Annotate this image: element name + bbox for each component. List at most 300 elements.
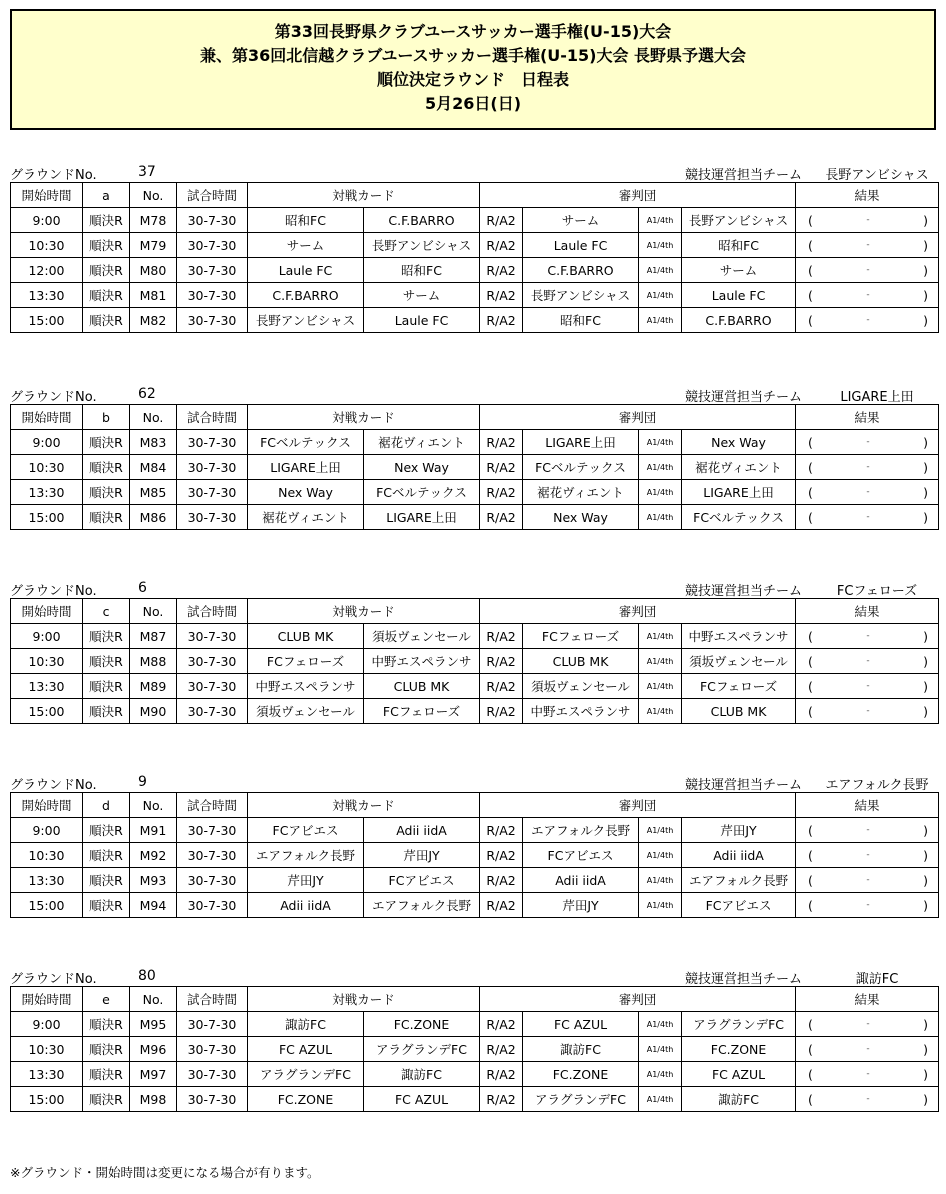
away-team: 須坂ヴェンセール bbox=[364, 624, 480, 649]
result-cell bbox=[796, 1062, 939, 1087]
round-label: 順決R bbox=[83, 674, 130, 699]
away-team: C.F.BARRO bbox=[364, 208, 480, 233]
result-cell bbox=[796, 208, 939, 233]
ref-role-label: R/A2 bbox=[480, 1062, 523, 1087]
away-team: 芹田JY bbox=[364, 843, 480, 868]
result-dash: - bbox=[866, 240, 870, 250]
match-no: M91 bbox=[130, 818, 177, 843]
ground-label: グラウンドNo. bbox=[10, 168, 97, 183]
home-team: Nex Way bbox=[248, 480, 364, 505]
round-label: 順決R bbox=[83, 1087, 130, 1112]
header-no: No. bbox=[130, 599, 177, 624]
a4-role-label: A1/4th bbox=[639, 308, 682, 333]
round-label: 順決R bbox=[83, 233, 130, 258]
result-dash: - bbox=[866, 437, 870, 447]
home-team: Laule FC bbox=[248, 258, 364, 283]
a4-role-label: A1/4th bbox=[639, 430, 682, 455]
table-header-row bbox=[11, 793, 939, 818]
home-team: FC AZUL bbox=[248, 1037, 364, 1062]
away-team: CLUB MK bbox=[364, 674, 480, 699]
round-label: 順決R bbox=[83, 1037, 130, 1062]
match-no: M94 bbox=[130, 893, 177, 918]
ref-role-label: R/A2 bbox=[480, 649, 523, 674]
schedule-section bbox=[10, 770, 942, 918]
a4-team: エアフォルク長野 bbox=[682, 868, 796, 893]
away-team: 中野エスペランサ bbox=[364, 649, 480, 674]
header-no: No. bbox=[130, 405, 177, 430]
section-header bbox=[10, 770, 942, 792]
match-duration: 30-7-30 bbox=[177, 624, 248, 649]
round-label: 順決R bbox=[83, 283, 130, 308]
table-row bbox=[11, 699, 939, 724]
away-team: LIGARE上田 bbox=[364, 505, 480, 530]
result-cell bbox=[796, 455, 939, 480]
ref-role-label: R/A2 bbox=[480, 208, 523, 233]
header-referee: 審判団 bbox=[480, 405, 796, 430]
result-open: ( bbox=[808, 287, 813, 303]
header-card: 対戦カード bbox=[248, 793, 480, 818]
table-row bbox=[11, 624, 939, 649]
ground-label: グラウンドNo. bbox=[10, 972, 97, 987]
ref-role-label: R/A2 bbox=[480, 843, 523, 868]
referee-team: FCフェローズ bbox=[523, 624, 639, 649]
a4-team: LIGARE上田 bbox=[682, 480, 796, 505]
result-open: ( bbox=[808, 1041, 813, 1057]
result-open: ( bbox=[808, 872, 813, 888]
home-team: Adii iidA bbox=[248, 893, 364, 918]
a4-team: 中野エスペランサ bbox=[682, 624, 796, 649]
a4-role-label: A1/4th bbox=[639, 208, 682, 233]
match-no: M90 bbox=[130, 699, 177, 724]
manager-team: 諏訪FC bbox=[855, 972, 899, 987]
schedule-table bbox=[10, 986, 939, 1112]
schedule-section bbox=[10, 964, 942, 1112]
a4-role-label: A1/4th bbox=[639, 649, 682, 674]
header-card: 対戦カード bbox=[248, 405, 480, 430]
match-no: M83 bbox=[130, 430, 177, 455]
referee-team: FC.ZONE bbox=[523, 1062, 639, 1087]
match-duration: 30-7-30 bbox=[177, 208, 248, 233]
start-time: 15:00 bbox=[11, 1087, 83, 1112]
match-duration: 30-7-30 bbox=[177, 843, 248, 868]
result-close: ) bbox=[923, 287, 929, 303]
start-time: 13:30 bbox=[11, 674, 83, 699]
ground-number: 37 bbox=[138, 164, 156, 180]
home-team: FCフェローズ bbox=[248, 649, 364, 674]
a4-role-label: A1/4th bbox=[639, 233, 682, 258]
manager-label: 競技運営担当チーム bbox=[685, 168, 803, 183]
referee-team: 長野アンビシャス bbox=[523, 283, 639, 308]
start-time: 13:30 bbox=[11, 283, 83, 308]
result-cell bbox=[796, 624, 939, 649]
referee-team: 中野エスペランサ bbox=[523, 699, 639, 724]
header-card: 対戦カード bbox=[248, 183, 480, 208]
header-match-time: 試合時間 bbox=[177, 793, 248, 818]
table-header-row bbox=[11, 183, 939, 208]
a4-role-label: A1/4th bbox=[639, 868, 682, 893]
header-group: d bbox=[83, 793, 130, 818]
schedule-table bbox=[10, 598, 939, 724]
referee-team: 裾花ヴィエント bbox=[523, 480, 639, 505]
header-match-time: 試合時間 bbox=[177, 405, 248, 430]
start-time: 12:00 bbox=[11, 258, 83, 283]
result-close: ) bbox=[923, 1016, 929, 1032]
away-team: エアフォルク長野 bbox=[364, 893, 480, 918]
ref-role-label: R/A2 bbox=[480, 233, 523, 258]
a4-team: FC.ZONE bbox=[682, 1037, 796, 1062]
match-no: M98 bbox=[130, 1087, 177, 1112]
match-no: M89 bbox=[130, 674, 177, 699]
footnote: ※グラウンド・開始時間は変更になる場合が有ります。 bbox=[10, 1165, 320, 1180]
match-duration: 30-7-30 bbox=[177, 649, 248, 674]
start-time: 10:30 bbox=[11, 233, 83, 258]
ground-number: 80 bbox=[138, 968, 156, 984]
referee-team: Adii iidA bbox=[523, 868, 639, 893]
round-label: 順決R bbox=[83, 649, 130, 674]
round-label: 順決R bbox=[83, 208, 130, 233]
start-time: 10:30 bbox=[11, 649, 83, 674]
result-open: ( bbox=[808, 703, 813, 719]
home-team: LIGARE上田 bbox=[248, 455, 364, 480]
manager-label: 競技運営担当チーム bbox=[685, 390, 803, 405]
referee-team: 芹田JY bbox=[523, 893, 639, 918]
a4-team: Nex Way bbox=[682, 430, 796, 455]
result-dash: - bbox=[866, 1094, 870, 1104]
schedule-table bbox=[10, 182, 939, 333]
home-team: FC.ZONE bbox=[248, 1087, 364, 1112]
header-start-time: 開始時間 bbox=[11, 793, 83, 818]
referee-team: 諏訪FC bbox=[523, 1037, 639, 1062]
result-cell bbox=[796, 233, 939, 258]
result-open: ( bbox=[808, 237, 813, 253]
ref-role-label: R/A2 bbox=[480, 868, 523, 893]
table-row bbox=[11, 1037, 939, 1062]
manager-team: エアフォルク長野 bbox=[825, 778, 929, 793]
ground-label: グラウンドNo. bbox=[10, 390, 97, 405]
home-team: FCアビエス bbox=[248, 818, 364, 843]
referee-team: エアフォルク長野 bbox=[523, 818, 639, 843]
a4-role-label: A1/4th bbox=[639, 480, 682, 505]
match-no: M96 bbox=[130, 1037, 177, 1062]
start-time: 10:30 bbox=[11, 1037, 83, 1062]
ground-number: 9 bbox=[138, 774, 147, 790]
result-open: ( bbox=[808, 628, 813, 644]
header-result: 結果 bbox=[796, 183, 939, 208]
away-team: FC.ZONE bbox=[364, 1012, 480, 1037]
start-time: 15:00 bbox=[11, 308, 83, 333]
match-duration: 30-7-30 bbox=[177, 1062, 248, 1087]
section-header bbox=[10, 382, 942, 404]
match-no: M80 bbox=[130, 258, 177, 283]
schedule-section bbox=[10, 576, 942, 724]
ref-role-label: R/A2 bbox=[480, 505, 523, 530]
a4-team: CLUB MK bbox=[682, 699, 796, 724]
round-label: 順決R bbox=[83, 818, 130, 843]
round-label: 順決R bbox=[83, 624, 130, 649]
header-group: c bbox=[83, 599, 130, 624]
ref-role-label: R/A2 bbox=[480, 1037, 523, 1062]
table-header-row bbox=[11, 599, 939, 624]
referee-team: 須坂ヴェンセール bbox=[523, 674, 639, 699]
referee-team: アラグランデFC bbox=[523, 1087, 639, 1112]
round-label: 順決R bbox=[83, 308, 130, 333]
referee-team: 昭和FC bbox=[523, 308, 639, 333]
manager-team: 長野アンビシャス bbox=[825, 168, 929, 183]
result-close: ) bbox=[923, 628, 929, 644]
result-cell bbox=[796, 699, 939, 724]
result-dash: - bbox=[866, 265, 870, 275]
match-duration: 30-7-30 bbox=[177, 308, 248, 333]
result-dash: - bbox=[866, 1019, 870, 1029]
a4-team: 裾花ヴィエント bbox=[682, 455, 796, 480]
result-open: ( bbox=[808, 459, 813, 475]
result-cell bbox=[796, 505, 939, 530]
a4-role-label: A1/4th bbox=[639, 818, 682, 843]
section-header bbox=[10, 160, 942, 182]
a4-team: FCアビエス bbox=[682, 893, 796, 918]
table-header-row bbox=[11, 405, 939, 430]
start-time: 9:00 bbox=[11, 818, 83, 843]
match-no: M78 bbox=[130, 208, 177, 233]
match-no: M84 bbox=[130, 455, 177, 480]
header-start-time: 開始時間 bbox=[11, 405, 83, 430]
result-open: ( bbox=[808, 822, 813, 838]
a4-team: アラグランデFC bbox=[682, 1012, 796, 1037]
match-no: M81 bbox=[130, 283, 177, 308]
referee-team: サーム bbox=[523, 208, 639, 233]
result-cell bbox=[796, 893, 939, 918]
result-close: ) bbox=[923, 312, 929, 328]
title-line: 第33回長野県クラブユースサッカー選手権(U-15)大会 bbox=[274, 22, 672, 41]
result-open: ( bbox=[808, 1066, 813, 1082]
round-label: 順決R bbox=[83, 699, 130, 724]
match-duration: 30-7-30 bbox=[177, 505, 248, 530]
table-row bbox=[11, 674, 939, 699]
table-row bbox=[11, 868, 939, 893]
table-row bbox=[11, 649, 939, 674]
home-team: 諏訪FC bbox=[248, 1012, 364, 1037]
result-open: ( bbox=[808, 678, 813, 694]
start-time: 10:30 bbox=[11, 843, 83, 868]
result-cell bbox=[796, 1012, 939, 1037]
ref-role-label: R/A2 bbox=[480, 480, 523, 505]
table-row bbox=[11, 233, 939, 258]
a4-team: 昭和FC bbox=[682, 233, 796, 258]
result-dash: - bbox=[866, 315, 870, 325]
match-duration: 30-7-30 bbox=[177, 868, 248, 893]
match-no: M88 bbox=[130, 649, 177, 674]
header-start-time: 開始時間 bbox=[11, 599, 83, 624]
result-dash: - bbox=[866, 900, 870, 910]
away-team: 裾花ヴィエント bbox=[364, 430, 480, 455]
away-team: 諏訪FC bbox=[364, 1062, 480, 1087]
result-cell bbox=[796, 1037, 939, 1062]
match-duration: 30-7-30 bbox=[177, 283, 248, 308]
round-label: 順決R bbox=[83, 258, 130, 283]
header-start-time: 開始時間 bbox=[11, 183, 83, 208]
away-team: 長野アンビシャス bbox=[364, 233, 480, 258]
header-start-time: 開始時間 bbox=[11, 987, 83, 1012]
result-dash: - bbox=[866, 875, 870, 885]
schedule-section bbox=[10, 160, 942, 333]
away-team: FCベルテックス bbox=[364, 480, 480, 505]
round-label: 順決R bbox=[83, 430, 130, 455]
start-time: 9:00 bbox=[11, 430, 83, 455]
a4-role-label: A1/4th bbox=[639, 1037, 682, 1062]
home-team: FCベルテックス bbox=[248, 430, 364, 455]
table-row bbox=[11, 208, 939, 233]
header-card: 対戦カード bbox=[248, 599, 480, 624]
match-no: M82 bbox=[130, 308, 177, 333]
match-no: M97 bbox=[130, 1062, 177, 1087]
home-team: 須坂ヴェンセール bbox=[248, 699, 364, 724]
result-dash: - bbox=[866, 487, 870, 497]
result-dash: - bbox=[866, 681, 870, 691]
round-label: 順決R bbox=[83, 455, 130, 480]
header-group: e bbox=[83, 987, 130, 1012]
section-header bbox=[10, 964, 942, 986]
away-team: Laule FC bbox=[364, 308, 480, 333]
header-card: 対戦カード bbox=[248, 987, 480, 1012]
result-close: ) bbox=[923, 897, 929, 913]
ground-label: グラウンドNo. bbox=[10, 584, 97, 599]
home-team: エアフォルク長野 bbox=[248, 843, 364, 868]
table-header-row bbox=[11, 987, 939, 1012]
match-no: M85 bbox=[130, 480, 177, 505]
a4-team: 長野アンビシャス bbox=[682, 208, 796, 233]
home-team: 昭和FC bbox=[248, 208, 364, 233]
a4-role-label: A1/4th bbox=[639, 283, 682, 308]
away-team: アラグランデFC bbox=[364, 1037, 480, 1062]
start-time: 9:00 bbox=[11, 1012, 83, 1037]
result-close: ) bbox=[923, 678, 929, 694]
match-duration: 30-7-30 bbox=[177, 1037, 248, 1062]
round-label: 順決R bbox=[83, 1012, 130, 1037]
home-team: 裾花ヴィエント bbox=[248, 505, 364, 530]
match-duration: 30-7-30 bbox=[177, 1012, 248, 1037]
result-open: ( bbox=[808, 897, 813, 913]
referee-team: FC AZUL bbox=[523, 1012, 639, 1037]
result-close: ) bbox=[923, 484, 929, 500]
table-row bbox=[11, 1012, 939, 1037]
round-label: 順決R bbox=[83, 505, 130, 530]
home-team: アラグランデFC bbox=[248, 1062, 364, 1087]
result-open: ( bbox=[808, 212, 813, 228]
manager-team: FCフェローズ bbox=[836, 584, 918, 599]
a4-team: FCベルテックス bbox=[682, 505, 796, 530]
result-cell bbox=[796, 818, 939, 843]
result-open: ( bbox=[808, 312, 813, 328]
a4-role-label: A1/4th bbox=[639, 893, 682, 918]
a4-role-label: A1/4th bbox=[639, 674, 682, 699]
result-cell bbox=[796, 1087, 939, 1112]
table-row bbox=[11, 505, 939, 530]
referee-team: Nex Way bbox=[523, 505, 639, 530]
start-time: 15:00 bbox=[11, 893, 83, 918]
header-group: a bbox=[83, 183, 130, 208]
result-open: ( bbox=[808, 847, 813, 863]
manager-label: 競技運営担当チーム bbox=[685, 778, 803, 793]
match-duration: 30-7-30 bbox=[177, 818, 248, 843]
a4-team: 諏訪FC bbox=[682, 1087, 796, 1112]
result-dash: - bbox=[866, 462, 870, 472]
home-team: CLUB MK bbox=[248, 624, 364, 649]
table-row bbox=[11, 430, 939, 455]
result-dash: - bbox=[866, 656, 870, 666]
header-referee: 審判団 bbox=[480, 599, 796, 624]
away-team: 昭和FC bbox=[364, 258, 480, 283]
start-time: 13:30 bbox=[11, 868, 83, 893]
start-time: 9:00 bbox=[11, 208, 83, 233]
ground-number: 62 bbox=[138, 386, 156, 402]
ref-role-label: R/A2 bbox=[480, 1087, 523, 1112]
ref-role-label: R/A2 bbox=[480, 455, 523, 480]
referee-team: FCベルテックス bbox=[523, 455, 639, 480]
title-banner bbox=[10, 9, 936, 130]
header-group: b bbox=[83, 405, 130, 430]
a4-role-label: A1/4th bbox=[639, 624, 682, 649]
result-dash: - bbox=[866, 512, 870, 522]
a4-team: 須坂ヴェンセール bbox=[682, 649, 796, 674]
round-label: 順決R bbox=[83, 843, 130, 868]
away-team: Adii iidA bbox=[364, 818, 480, 843]
result-cell bbox=[796, 283, 939, 308]
referee-team: C.F.BARRO bbox=[523, 258, 639, 283]
match-no: M93 bbox=[130, 868, 177, 893]
result-close: ) bbox=[923, 872, 929, 888]
table-row bbox=[11, 843, 939, 868]
match-duration: 30-7-30 bbox=[177, 233, 248, 258]
ground-number: 6 bbox=[138, 580, 147, 596]
start-time: 15:00 bbox=[11, 699, 83, 724]
header-referee: 審判団 bbox=[480, 987, 796, 1012]
ref-role-label: R/A2 bbox=[480, 624, 523, 649]
section-header bbox=[10, 576, 942, 598]
title-line: 5月26日(日) bbox=[424, 94, 522, 113]
result-close: ) bbox=[923, 1041, 929, 1057]
ref-role-label: R/A2 bbox=[480, 308, 523, 333]
schedule-section bbox=[10, 382, 942, 530]
title-line: 順位決定ラウンド 日程表 bbox=[376, 70, 569, 89]
result-cell bbox=[796, 649, 939, 674]
a4-role-label: A1/4th bbox=[639, 1062, 682, 1087]
header-match-time: 試合時間 bbox=[177, 987, 248, 1012]
match-duration: 30-7-30 bbox=[177, 258, 248, 283]
match-no: M92 bbox=[130, 843, 177, 868]
result-cell bbox=[796, 868, 939, 893]
a4-team: 芹田JY bbox=[682, 818, 796, 843]
result-close: ) bbox=[923, 237, 929, 253]
start-time: 9:00 bbox=[11, 624, 83, 649]
a4-role-label: A1/4th bbox=[639, 455, 682, 480]
away-team: FCフェローズ bbox=[364, 699, 480, 724]
result-open: ( bbox=[808, 653, 813, 669]
result-close: ) bbox=[923, 212, 929, 228]
home-team: サーム bbox=[248, 233, 364, 258]
a4-team: Laule FC bbox=[682, 283, 796, 308]
result-close: ) bbox=[923, 847, 929, 863]
table-row bbox=[11, 258, 939, 283]
header-result: 結果 bbox=[796, 405, 939, 430]
result-close: ) bbox=[923, 1091, 929, 1107]
table-row bbox=[11, 893, 939, 918]
table-row bbox=[11, 455, 939, 480]
match-duration: 30-7-30 bbox=[177, 1087, 248, 1112]
ref-role-label: R/A2 bbox=[480, 258, 523, 283]
header-result: 結果 bbox=[796, 599, 939, 624]
round-label: 順決R bbox=[83, 893, 130, 918]
result-dash: - bbox=[866, 1044, 870, 1054]
